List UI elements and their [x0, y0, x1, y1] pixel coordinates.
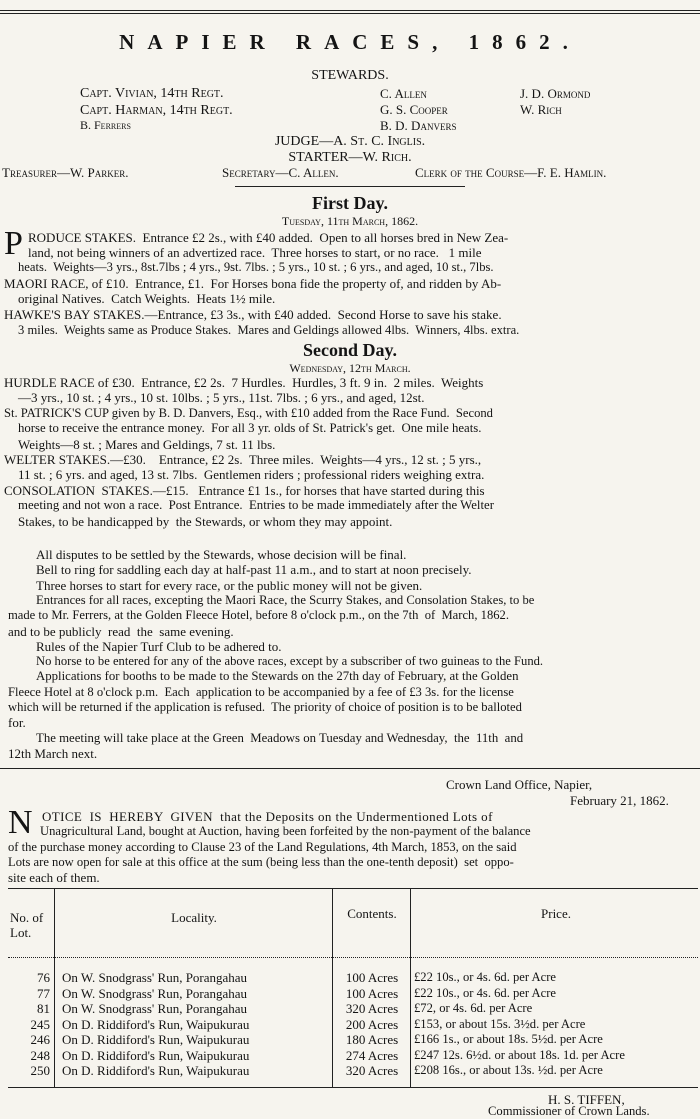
table-cell-lot-number: 245	[30, 1016, 50, 1032]
table-cell-lot-contents: 100 Acres	[345, 970, 399, 985]
second-day-date: Wednesday, 12th March.	[289, 361, 411, 375]
steward-1: Capt. Vivian, 14th Regt.	[80, 86, 224, 101]
section-rule	[235, 186, 465, 187]
starter-line: STARTER—W. Rich.	[288, 150, 412, 165]
steward-6: B. D. Danvers	[380, 118, 457, 133]
patrick-line-1: St. PATRICK'S CUP given by B. D. Danvers, Esq., with £10 added from the Race Fund. Second	[4, 406, 493, 420]
table-cell-lot-price: £247 12s. 6½d. or about 18s. 1d. per Acre	[414, 1047, 625, 1062]
produce-drop-cap: P	[4, 225, 23, 262]
produce-line-1: RODUCE STAKES. Entrance £2 2s., with £40 added. Open to all horses bred in New Zea-	[28, 230, 509, 245]
table-cell-lot-locality: On W. Snodgrass' Run, Porangahau	[62, 1001, 248, 1016]
rule-1: All disputes to be settled by the Stewards, whose decision will be final.	[36, 547, 407, 562]
table-cell-lot-number: 246	[30, 1032, 50, 1047]
maori-line-1: MAORI RACE, of £10. Entrance, £1. For Horses bona fide the property of, and ridden by Ab-	[4, 276, 502, 291]
steward-7: J. D. Ormond	[520, 86, 591, 101]
patrick-line-2: horse to receive the entrance money. For all 3 yr. olds of St. Patrick's get. One mile heats.	[18, 421, 482, 435]
welter-line-2: 11 st. ; 6 yrs. and aged, 13 st. 7lbs. Gentlemen riders ; professional riders weighing extra.	[18, 467, 485, 482]
steward-5: G. S. Cooper	[380, 102, 448, 117]
table-cell-lot-price: £72, or 4s. 6d. per Acre	[414, 1001, 533, 1015]
table-cell-lot-contents: 274 Acres	[345, 1047, 399, 1063]
table-cell-lot-contents: 180 Acres	[345, 1032, 399, 1047]
table-col-divider-2	[332, 888, 333, 1087]
table-header-contents: Contents.	[347, 906, 397, 921]
steward-3: B. Ferrers	[80, 118, 131, 132]
table-cell-lot-number: 248	[30, 1047, 50, 1063]
first-day-heading: First Day.	[312, 193, 388, 213]
table-cell-lot-contents: 320 Acres	[345, 1063, 399, 1078]
rule-12: for.	[8, 715, 26, 730]
consolation-line-2: meeting and not won a race. Post Entrance. Entries to be made immediately after the Welter	[18, 498, 494, 512]
rule-5: made to Mr. Ferrers, at the Golden Fleece Hotel, before 8 o'clock p.m., on the 7th of March, 1862.	[8, 608, 509, 622]
rule-4: Entrances for all races, excepting the Maori Race, the Scurry Stakes, and Consolation Stakes, to be	[36, 593, 535, 607]
rule-14: 12th March next.	[8, 746, 98, 761]
maori-line-2: original Natives. Catch Weights. Heats 1½ mile.	[18, 291, 276, 306]
patrick-line-3: Weights—8 st. ; Mares and Geldings, 7 st. 11 lbs.	[18, 437, 276, 452]
produce-line-2: land, not being winners of an advertized race. Three horses to start, or no race. 1 mile	[28, 245, 482, 260]
rule-7: Rules of the Napier Turf Club to be adhered to.	[36, 639, 282, 654]
steward-8: W. Rich	[520, 102, 562, 117]
table-cell-lot-locality: On W. Snodgrass' Run, Porangahau	[62, 985, 248, 1001]
steward-4: C. Allen	[380, 86, 427, 101]
table-cell-lot-locality: On D. Riddiford's Run, Waipukurau	[62, 1032, 250, 1047]
table-cell-lot-price: £22 10s., or 4s. 6d. per Acre	[414, 970, 557, 984]
table-cell-lot-price: £208 16s., or about 13s. ½d. per Acre	[414, 1063, 603, 1077]
signature-name: H. S. TIFFEN,	[548, 1092, 625, 1107]
rule-2: Bell to ring for saddling each day at half-past 11 a.m., and to start at noon precisely.	[36, 562, 472, 577]
notice-line-3: of the purchase money according to Clause 23 of the Land Regulations, 4th March, 1853, on the said	[8, 840, 517, 854]
table-col-divider-1	[54, 888, 55, 1087]
table-top-rule	[8, 888, 698, 889]
table-cell-lot-contents: 200 Acres	[345, 1016, 399, 1032]
treasurer-line: Treasurer—W. Parker.	[2, 165, 129, 180]
judge-line: JUDGE—A. St. C. Inglis.	[274, 134, 426, 149]
top-rule	[0, 10, 700, 11]
hawkes-line-2: 3 miles. Weights same as Produce Stakes. Mares and Geldings allowed 4lbs. Winners, 4lbs. extra.	[18, 323, 520, 337]
table-header-locality: Locality.	[171, 910, 217, 925]
notice-rule	[0, 768, 700, 769]
table-col-divider-3	[410, 888, 411, 1087]
table-header-lot: No. of Lot.	[10, 910, 44, 940]
notice-office: Crown Land Office, Napier,	[446, 777, 593, 792]
table-cell-lot-number: 77	[37, 985, 50, 1001]
table-cell-lot-number: 81	[37, 1001, 50, 1016]
table-cell-lot-number: 76	[37, 970, 50, 985]
steward-2: Capt. Harman, 14th Regt.	[80, 103, 233, 118]
table-cell-lot-locality: On D. Riddiford's Run, Waipukurau	[62, 1063, 250, 1078]
top-rule-inner	[0, 13, 700, 14]
consolation-line-1: CONSOLATION STAKES.—£15. Entrance £1 1s., for horses that have started during this	[4, 483, 485, 498]
table-cell-lot-locality: On D. Riddiford's Run, Waipukurau	[62, 1016, 250, 1032]
hurdle-line-1: HURDLE RACE of £30. Entrance, £2 2s. 7 Hurdles. Hurdles, 3 ft. 9 in. 2 miles. Weights	[4, 375, 484, 390]
table-cell-lot-price: £166 1s., or about 18s. 5½d. per Acre	[414, 1032, 603, 1046]
notice-line-2: Unagricultural Land, bought at Auction, having been forfeited by the non-payment of the balance	[40, 824, 531, 838]
notice-drop-cap: N	[8, 804, 33, 841]
table-bottom-rule	[8, 1087, 698, 1088]
table-cell-lot-locality: On W. Snodgrass' Run, Porangahau	[62, 970, 248, 985]
rule-3: Three horses to start for every race, or the public money will not be given.	[36, 578, 423, 593]
notice-line-1: OTICE IS HEREBY GIVEN that the Deposits on the Undermentioned Lots of	[42, 809, 493, 824]
table-cell-lot-contents: 320 Acres	[345, 1001, 399, 1016]
notice-date: February 21, 1862.	[570, 793, 669, 808]
rule-6: and to be publicly read the same evening.	[8, 624, 234, 639]
rule-8: No horse to be entered for any of the above races, except by a subscriber of two guineas to the Fund.	[36, 654, 544, 668]
rule-9: Applications for booths to be made to the Stewards on the 27th day of February, at the Golden	[36, 669, 519, 683]
table-cell-lot-locality: On D. Riddiford's Run, Waipukurau	[62, 1047, 250, 1063]
hawkes-line-1: HAWKE'S BAY STAKES.—Entrance, £3 3s., with £40 added. Second Horse to save his stake.	[4, 307, 502, 322]
table-cell-lot-contents: 100 Acres	[345, 985, 399, 1001]
table-cell-lot-number: 250	[30, 1063, 50, 1078]
secretary-line: Secretary—C. Allen.	[222, 165, 339, 180]
second-day-heading: Second Day.	[302, 340, 398, 360]
hurdle-line-2: —3 yrs., 10 st. ; 4 yrs., 10 st. 10lbs. ; 5 yrs., 11st. 7lbs. ; 6 yrs., and aged, 12st.	[18, 390, 425, 405]
table-cell-lot-price: £22 10s., or 4s. 6d. per Acre	[414, 985, 557, 1000]
notice-line-4: Lots are now open for sale at this office at the sum (being less than the one-tenth deposit) set oppo-	[8, 855, 514, 869]
first-day-date: Tuesday, 11th March, 1862.	[281, 214, 419, 228]
stewards-heading: STEWARDS.	[311, 68, 389, 83]
rule-11: which will be returned if the application is refused. The priority of choice of position is to be balloted	[8, 700, 522, 714]
table-header-price: Price.	[541, 906, 571, 921]
clerk-line: Clerk of the Course—F. E. Hamlin.	[415, 165, 607, 180]
page-title: NAPIER RACES, 1862.	[119, 30, 581, 54]
produce-line-3: heats. Weights—3 yrs., 8st.7lbs ; 4 yrs., 9st. 7lbs. ; 5 yrs., 10 st. ; 6 yrs., and aged, 10 st., 7lbs.	[18, 260, 494, 274]
signature-title: Commissioner of Crown Lands.	[488, 1104, 650, 1118]
table-header-rule	[8, 957, 698, 958]
table-cell-lot-price: £153, or about 15s. 3½d. per Acre	[414, 1016, 586, 1031]
consolation-line-3: Stakes, to be handicapped by the Stewards, or whom they may appoint.	[18, 514, 393, 529]
rule-10: Fleece Hotel at 8 o'clock p.m. Each application to be accompanied by a fee of £3 3s. for the license	[8, 685, 514, 699]
rule-13: The meeting will take place at the Green Meadows on Tuesday and Wednesday, the 11th and	[36, 731, 524, 745]
notice-line-5: site each of them.	[8, 870, 100, 885]
welter-line-1: WELTER STAKES.—£30. Entrance, £2 2s. Three miles. Weights—4 yrs., 12 st. ; 5 yrs.,	[4, 452, 482, 467]
